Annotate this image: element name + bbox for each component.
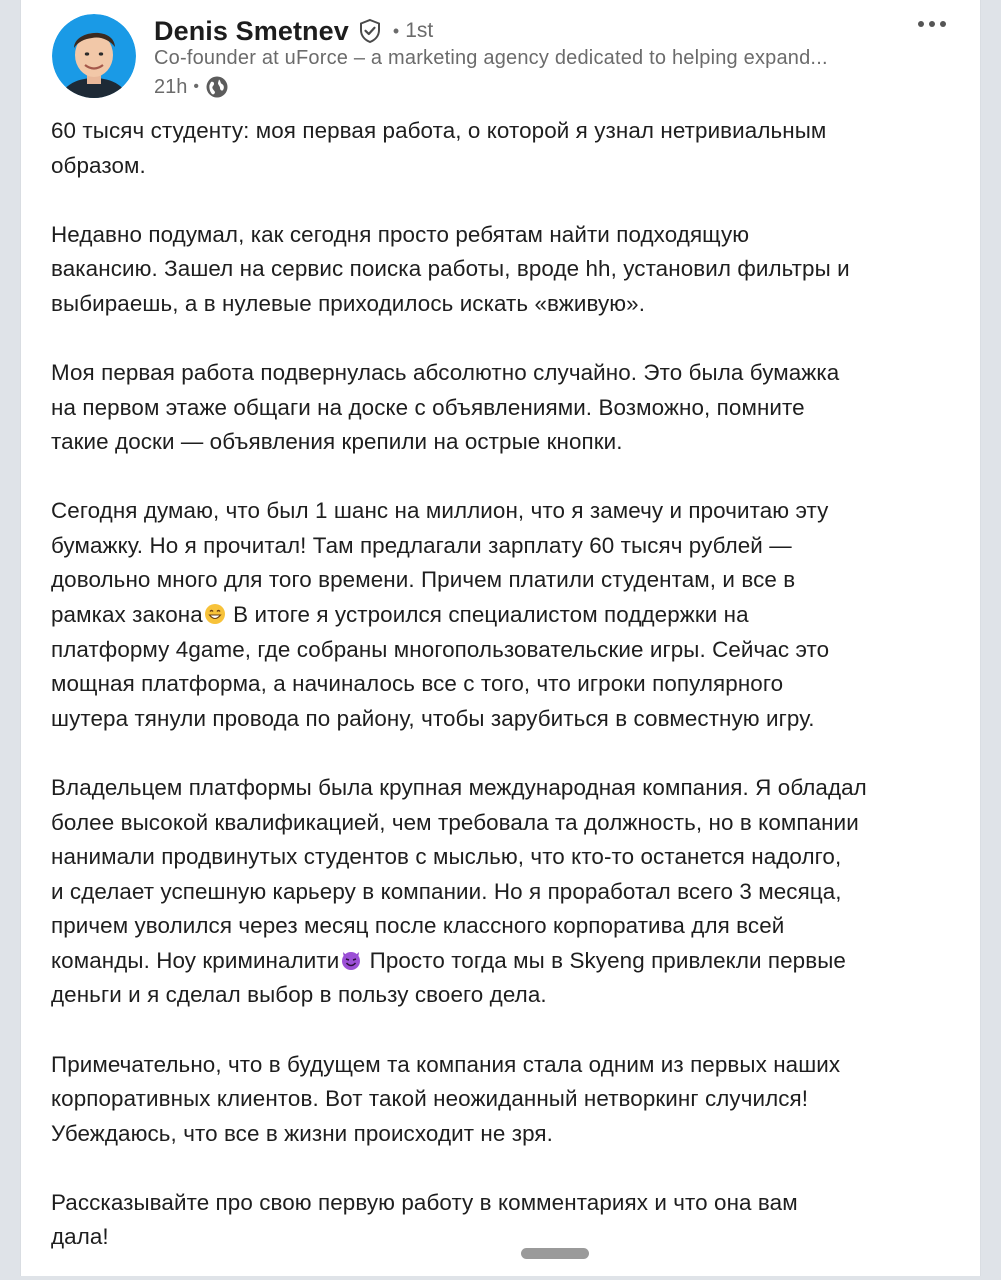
grin-emoji-icon <box>204 601 226 623</box>
text-line: вакансию. Зашел на сервис поиска работы, вроде hh, установил фильтры и <box>51 256 850 282</box>
author-headline: Co-founder at uForce – a marketing agency dedicated to helping expand... <box>154 47 828 69</box>
text-line: выбираешь, а в нулевые приходилось искать «вживую». <box>51 290 646 316</box>
text-segment: рамках закона <box>51 602 203 628</box>
connection-degree: 1st <box>405 19 434 42</box>
text-line: довольно много для того времени. Причем платили студентам, и все в <box>51 567 796 593</box>
smiling-devil-emoji-icon <box>340 947 362 969</box>
text-line: образом. <box>51 152 146 178</box>
text-line: такие доски — объявления крепили на острые кнопки. <box>51 429 623 455</box>
post-paragraph <box>51 494 963 736</box>
text-line: платформу 4game, где собраны многопользовательские игры. Сейчас это <box>51 636 830 662</box>
author-name[interactable]: Denis Smetnev <box>154 15 349 46</box>
text-line: Моя первая работа подвернулась абсолютно случайно. Это была бумажка <box>51 359 840 385</box>
author-name-row <box>154 13 433 49</box>
text-line: нанимали продвинутых студентов с мыслью, что кто-то останется надолго, <box>51 844 842 870</box>
text-line: Сегодня думаю, что был 1 шанс на миллион, что я замечу и прочитаю эту <box>51 498 829 524</box>
text-line: Примечательно, что в будущем та компания стала одним из первых наших <box>51 1051 841 1077</box>
post-time: 21h <box>154 75 188 98</box>
text-line <box>51 598 963 633</box>
post-card <box>20 0 981 1276</box>
text-line: Рассказывайте про свою первую работу в комментариях и что она вам <box>51 1189 798 1215</box>
post-text <box>51 114 963 1276</box>
separator-dot: • <box>193 78 199 95</box>
text-line: бумажку. Но я прочитал! Там предлагали зарплату 60 тысяч рублей — <box>51 532 792 558</box>
scroll-handle[interactable] <box>521 1248 589 1259</box>
text-segment: команды. Ноу криминалити <box>51 947 340 973</box>
verified-shield-icon <box>357 18 383 44</box>
text-line: Владельцем платформы была крупная международная компания. Я обладал <box>51 774 867 800</box>
post-meta <box>154 74 229 100</box>
text-line: 60 тысяч студенту: моя первая работа, о которой я узнал нетривиальным <box>51 118 827 143</box>
text-line: мощная платформа, а начиналось все с того, что игроки популярного <box>51 671 784 697</box>
post-paragraph <box>51 771 963 1013</box>
text-line: корпоративных клиентов. Вот такой неожиданный нетворкинг случился! <box>51 1086 809 1112</box>
post-paragraph <box>51 1048 963 1152</box>
avatar-image <box>52 14 136 98</box>
post-paragraph <box>51 114 963 183</box>
post-paragraph <box>51 218 963 322</box>
post-paragraph <box>51 356 963 460</box>
separator-dot: • <box>392 20 400 41</box>
text-line: Недавно подумал, как сегодня просто ребятам найти подходящую <box>51 221 750 247</box>
globe-icon <box>205 75 229 99</box>
text-segment: В итоге я устроился специалистом поддержки на <box>226 602 749 628</box>
post-paragraph <box>51 1186 963 1255</box>
text-line: шутера тянули провода по району, чтобы зарубиться в совместную игру. <box>51 705 815 731</box>
text-line: более высокой квалификацией, чем требовала та должность, но в компании <box>51 809 859 835</box>
more-options-icon[interactable] <box>914 10 950 38</box>
text-line: и сделает успешную карьеру в компании. Но я проработал всего 3 месяца, <box>51 878 842 904</box>
text-line: причем уволился через месяц после классного корпоратива для всей <box>51 913 785 939</box>
text-segment: Просто тогда мы в Skyeng привлекли первые <box>363 947 846 973</box>
text-line <box>51 944 963 979</box>
text-line: Убеждаюсь, что все в жизни происходит не зря. <box>51 1120 553 1146</box>
author-avatar[interactable] <box>52 14 136 98</box>
text-line: деньги и я сделал выбор в пользу своего дела. <box>51 982 547 1008</box>
text-line: дала! <box>51 1224 109 1250</box>
text-line: на первом этаже общаги на доске с объявлениями. Возможно, помните <box>51 394 805 420</box>
